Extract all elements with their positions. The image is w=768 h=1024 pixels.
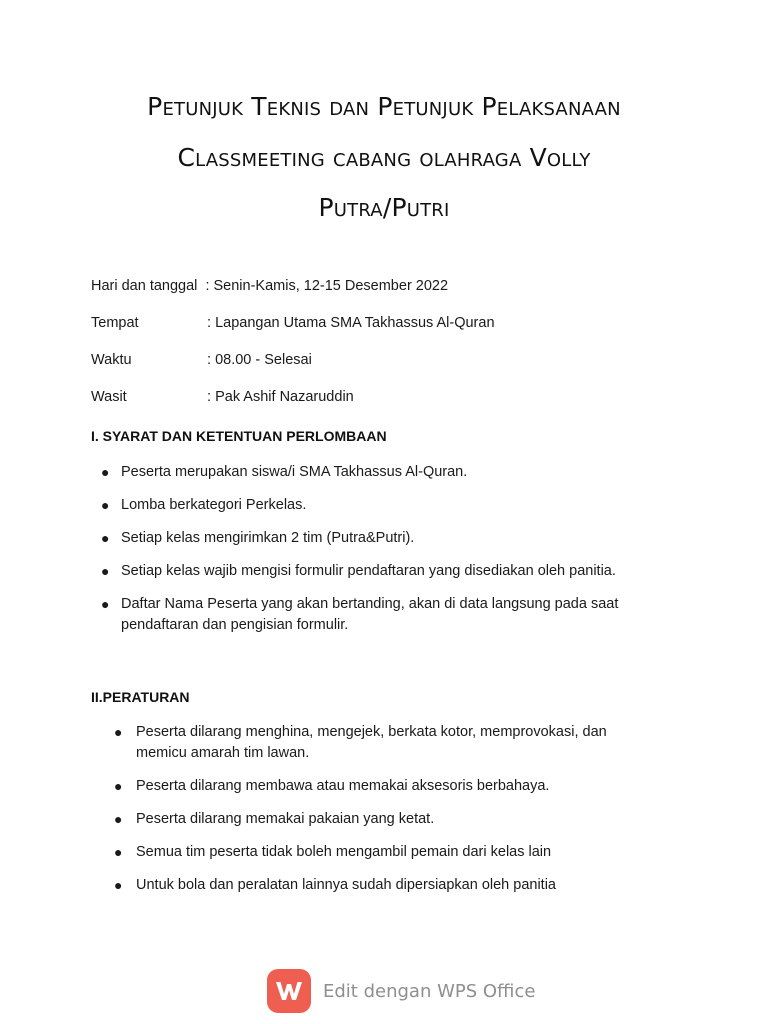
bullet-icon: ● — [101, 530, 110, 546]
info-label: Wasit — [91, 389, 127, 405]
wps-w-logo-icon — [267, 969, 311, 1013]
info-value: : Lapangan Utama SMA Takhassus Al-Quran — [207, 315, 495, 331]
bullet-icon: ● — [101, 563, 110, 579]
section-1-heading: I. SYARAT DAN KETENTUAN PERLOMBAAN — [91, 428, 387, 444]
list-item: ● Semua tim peserta tidak boleh mengambil pemain dari kelas lain — [136, 842, 656, 863]
list-item: ● Peserta dilarang membawa atau memakai aksesoris berbahaya. — [136, 776, 656, 797]
wps-edit-text[interactable]: Edit dengan WPS Office — [323, 980, 536, 1002]
bullet-icon: ● — [114, 844, 123, 860]
info-row-place — [91, 315, 495, 331]
bullet-icon: ● — [114, 877, 123, 893]
info-value: : 08.00 - Selesai — [207, 352, 312, 368]
bullet-icon: ● — [114, 811, 123, 827]
list-item: ● Daftar Nama Peserta yang akan bertanding, akan di data langsung pada saat pendaftaran dan pengisian formulir. — [101, 596, 619, 633]
bullet-icon: ● — [101, 596, 110, 612]
bullet-icon: ● — [114, 778, 123, 794]
info-label: Tempat — [91, 315, 139, 331]
bullet-icon: ● — [101, 464, 110, 480]
bullet-icon: ● — [114, 724, 123, 740]
info-row-referee — [91, 389, 354, 405]
info-label: Hari dan tanggal — [91, 278, 198, 294]
bullet-icon: ● — [101, 497, 110, 513]
info-row-date — [91, 278, 448, 294]
title-line-1: Petunjuk Teknis dan Petunjuk Pelaksanaan — [147, 92, 621, 121]
section-2-list — [114, 722, 656, 908]
info-row-time — [91, 352, 312, 368]
section-2-heading: II.PERATURAN — [91, 689, 190, 705]
list-item: ● Setiap kelas mengirimkan 2 tim (Putra&Putri). — [121, 528, 661, 549]
title-line-3: Putra/Putri — [318, 193, 450, 222]
info-label: Waktu — [91, 352, 132, 368]
wps-edit-banner[interactable] — [267, 967, 535, 1015]
list-item: ● Lomba berkategori Perkelas. — [121, 495, 661, 516]
info-value: : Senin-Kamis, 12-15 Desember 2022 — [205, 278, 449, 294]
title-line-2: Classmeeting cabang olahraga Volly — [177, 143, 591, 172]
section-1-list — [101, 462, 661, 648]
list-item: ● Untuk bola dan peralatan lainnya sudah dipersiapkan oleh panitia — [136, 875, 656, 896]
list-item: ● Peserta merupakan siswa/i SMA Takhassus Al-Quran. — [121, 462, 661, 483]
info-value: : Pak Ashif Nazaruddin — [207, 389, 354, 405]
list-item: ● Setiap kelas wajib mengisi formulir pendaftaran yang disediakan oleh panitia. — [121, 561, 661, 582]
list-item: ● Peserta dilarang menghina, mengejek, berkata kotor, memprovokasi, dan memicu amarah tim lawan. — [114, 724, 607, 761]
list-item: ● Peserta dilarang memakai pakaian yang ketat. — [136, 809, 656, 830]
